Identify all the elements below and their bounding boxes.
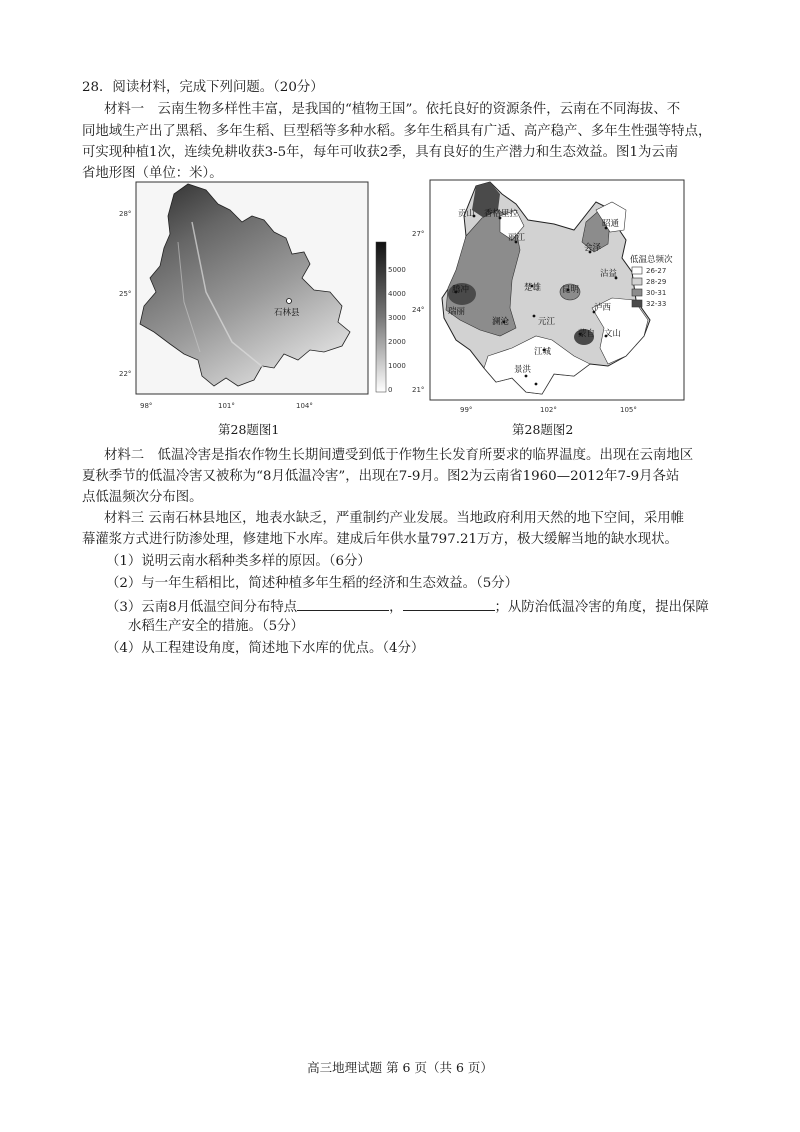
sub-question-3-line-2: 水稻生产安全的措施。（5分） [128, 619, 304, 634]
svg-text:5000: 5000 [388, 266, 406, 274]
svg-text:32-33: 32-33 [646, 300, 667, 308]
svg-text:楚雄: 楚雄 [524, 283, 542, 293]
material1-line-3: 可实现种植1次，连续免耕收获3-5年，每年可收获2季，具有良好的生产潜力和生态效益。图1为云南 [82, 145, 679, 160]
svg-text:贡山: 贡山 [458, 209, 476, 219]
elevation-colorbar [376, 242, 386, 392]
svg-text:会泽: 会泽 [584, 243, 602, 253]
svg-text:景洪: 景洪 [514, 365, 532, 375]
svg-text:22°: 22° [119, 370, 132, 378]
svg-text:蒙自: 蒙自 [578, 329, 596, 339]
material1-line-2: 同地域生产出了黑稻、多年生稻、巨型稻等多种水稻。多年生稻具有广适、高产稳产、多年生性强等特点， [82, 124, 712, 139]
sub-question-2: （2）与一年生稻相比，简述种植多年生稻的经济和生态效益。（5分） [106, 576, 519, 591]
material1-line-1: 材料一 云南生物多样性丰富，是我国的“植物王国”。依托良好的资源条件，云南在不同海拔、不 [104, 102, 681, 117]
figure2-caption: 第28题图2 [512, 422, 574, 437]
svg-text:泸西: 泸西 [594, 303, 612, 313]
svg-text:4000: 4000 [388, 290, 406, 298]
svg-text:25°: 25° [119, 290, 132, 298]
svg-text:28-29: 28-29 [646, 278, 667, 286]
svg-text:99°: 99° [460, 406, 473, 414]
svg-text:3000: 3000 [388, 314, 406, 322]
q3-separator: ， [389, 600, 403, 615]
svg-text:香格里拉: 香格里拉 [484, 209, 519, 219]
svg-text:21°: 21° [412, 386, 425, 394]
sub-question-3 [106, 596, 709, 618]
svg-text:瑞丽: 瑞丽 [448, 307, 466, 317]
svg-text:江城: 江城 [534, 347, 552, 357]
svg-text:腾冲: 腾冲 [452, 285, 470, 295]
svg-text:101°: 101° [218, 402, 235, 410]
svg-text:30-31: 30-31 [646, 289, 667, 297]
svg-text:0: 0 [388, 386, 393, 394]
svg-text:丽江: 丽江 [508, 233, 526, 243]
svg-text:沾益: 沾益 [600, 269, 618, 279]
material3-line-2: 幕灌浆方式进行防渗处理，修建地下水库。建成后年供水量797.21万方，极大缓解当地的缺水现状。 [82, 532, 678, 547]
figure1-terrain-map [114, 182, 406, 414]
svg-text:澜沧: 澜沧 [492, 317, 510, 327]
material2-line-2: 夏秋季节的低温冷害又被称为“8月低温冷害”，出现在7-9月。图2为云南省1960—2012年7-9月各站 [82, 469, 680, 484]
svg-text:低温总频次: 低温总频次 [630, 255, 673, 265]
q3-answer-blank-1[interactable] [297, 596, 389, 611]
question-title: 28．阅读材料，完成下列问题。（20分） [82, 80, 324, 95]
shilin-marker [287, 299, 292, 304]
svg-text:105°: 105° [620, 406, 637, 414]
material1-line-4: 省地形图（单位：米）。 [82, 166, 223, 181]
svg-text:元江: 元江 [538, 317, 556, 327]
svg-text:27°: 27° [412, 230, 425, 238]
svg-text:昭通: 昭通 [602, 219, 620, 229]
material3-line-1: 材料三 云南石林县地区，地表水缺乏，严重制约产业发展。当地政府利用天然的地下空间，采用帷 [104, 511, 685, 526]
q3-prefix: （3）云南8月低温空间分布特点 [106, 600, 298, 615]
svg-text:98°: 98° [140, 402, 153, 410]
svg-text:26-27: 26-27 [646, 267, 667, 275]
sub-question-1: （1）说明云南水稻种类多样的原因。（6分） [106, 554, 371, 569]
material2-line-1: 材料二 低温冷害是指农作物生长期间遭受到低于作物生长发育所要求的临界温度。出现在云南地区 [104, 448, 694, 463]
svg-text:昆明: 昆明 [562, 285, 580, 295]
svg-text:24°: 24° [412, 306, 425, 314]
svg-text:102°: 102° [540, 406, 557, 414]
svg-text:104°: 104° [296, 402, 313, 410]
svg-text:1000: 1000 [388, 362, 406, 370]
figure2-lowtemp-map [404, 180, 688, 416]
svg-text:2000: 2000 [388, 338, 406, 346]
svg-text:文山: 文山 [604, 329, 622, 339]
material2-line-3: 点低温频次分布图。 [82, 490, 203, 505]
shilin-label: 石林县 [274, 308, 300, 318]
q3-answer-blank-2[interactable] [403, 596, 495, 611]
page-footer: 高三地理试题 第 6 页（共 6 页） [307, 1060, 493, 1075]
svg-text:28°: 28° [119, 210, 132, 218]
figure1-caption: 第28题图1 [218, 422, 280, 437]
q3-suffix: ；从防治低温冷害的角度，提出保障 [494, 600, 709, 615]
sub-question-4: （4）从工程建设角度，简述地下水库的优点。（4分） [106, 641, 425, 656]
